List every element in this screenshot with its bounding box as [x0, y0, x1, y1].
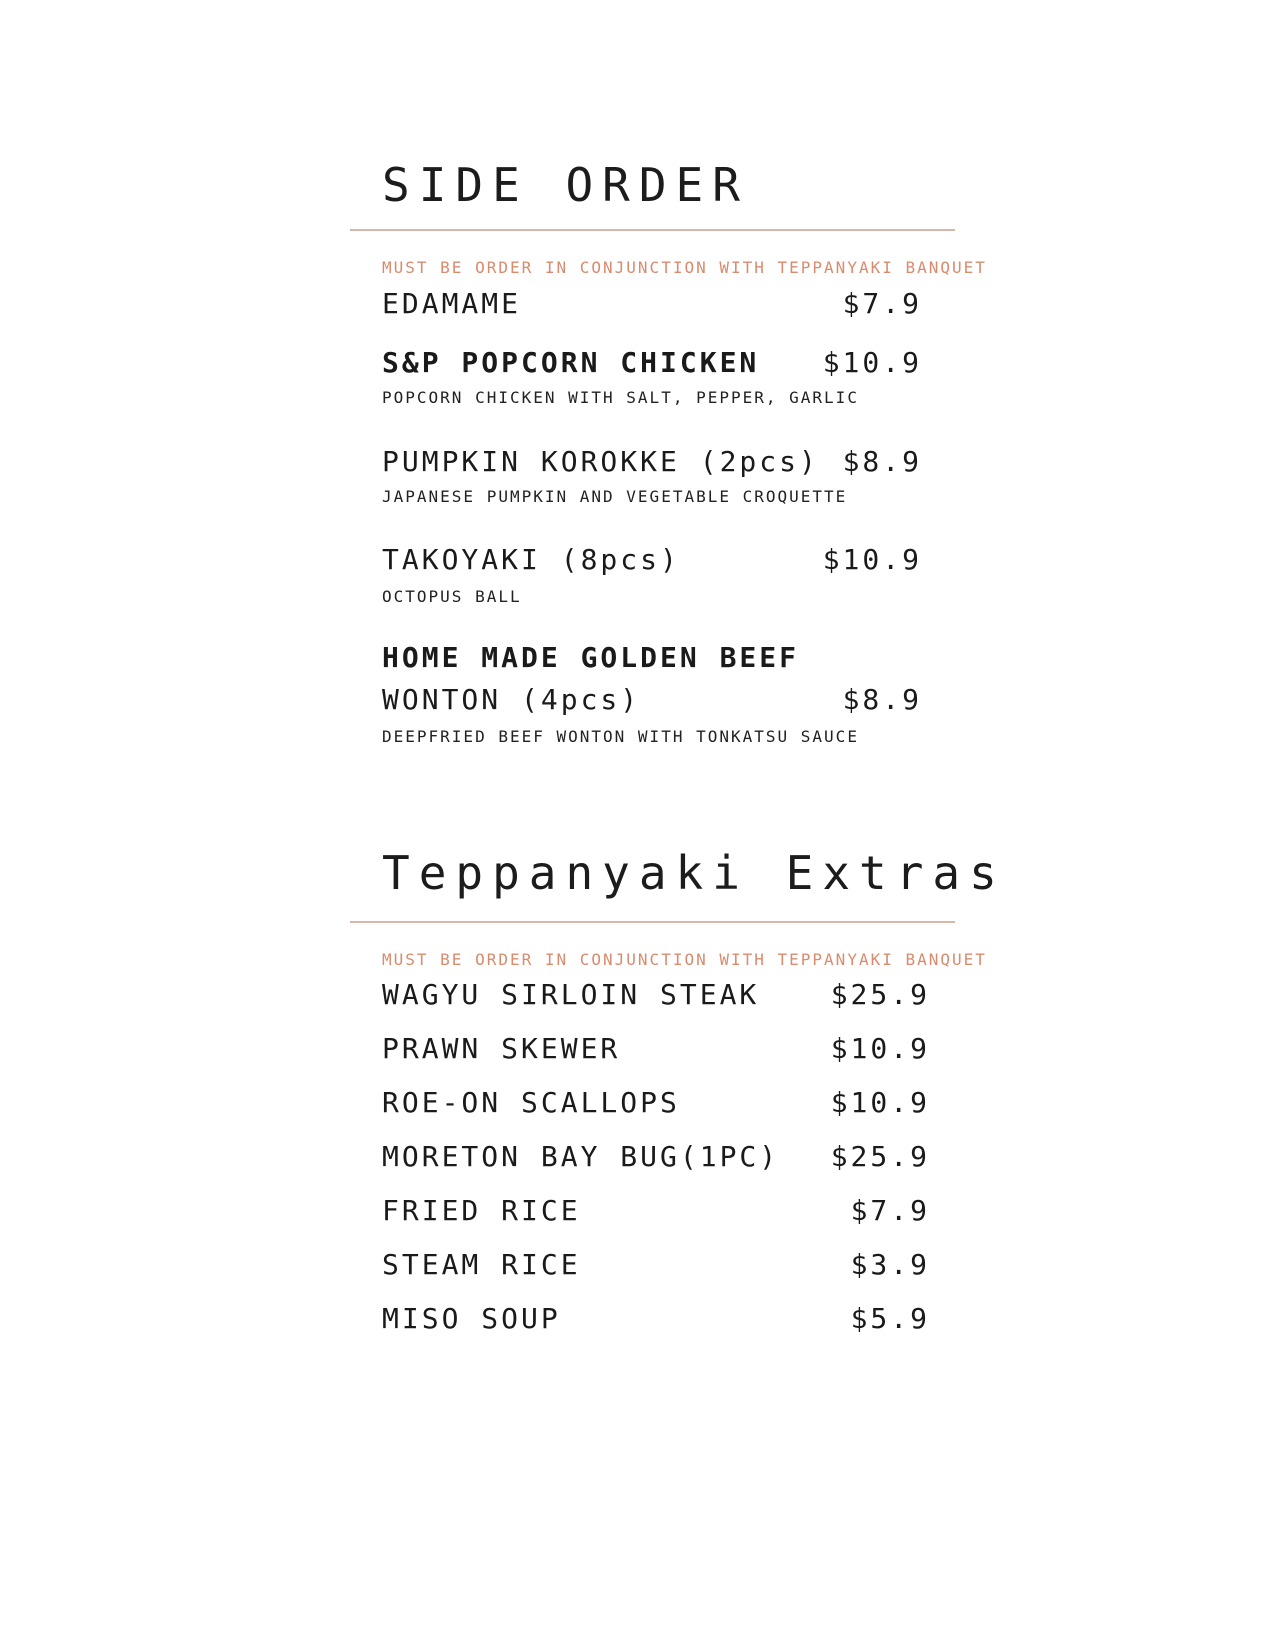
side-order-section [350, 150, 987, 746]
item-price: $25.9 [830, 978, 930, 1011]
item-description: DEEPFRIED BEEF WONTON WITH TONKATSU SAUCE [382, 727, 859, 746]
item-name: S&P POPCORN CHICKEN [382, 346, 760, 379]
item-name: MISO SOUP [382, 1302, 561, 1335]
item-name-line-2: WONTON (4pcs) [382, 683, 641, 716]
item-name: PUMPKIN KOROKKE (2pcs) [382, 445, 819, 478]
item-name: MORETON BAY BUG(1PC) [382, 1140, 780, 1173]
item-name: PRAWN SKEWER [382, 1032, 621, 1065]
item-price: $10.9 [822, 346, 922, 379]
item-name: FRIED RICE [382, 1194, 581, 1227]
item-price: $3.9 [850, 1248, 930, 1281]
side-order-note: MUST BE ORDER IN CONJUNCTION WITH TEPPANYAKI BANQUET [382, 258, 987, 277]
item-description: JAPANESE PUMPKIN AND VEGETABLE CROQUETTE [382, 487, 848, 506]
side-order-title: SIDE ORDER [382, 158, 749, 212]
item-name: TAKOYAKI (8pcs) [382, 543, 680, 576]
item-name-line-1: HOME MADE GOLDEN BEEF [382, 641, 800, 674]
extras-note: MUST BE ORDER IN CONJUNCTION WITH TEPPANYAKI BANQUET [382, 950, 987, 969]
item-description: OCTOPUS BALL [382, 587, 522, 606]
item-price: $5.9 [850, 1302, 930, 1335]
item-name: ROE-ON SCALLOPS [382, 1086, 680, 1119]
item-description: POPCORN CHICKEN WITH SALT, PEPPER, GARLIC [382, 388, 859, 407]
item-price: $8.9 [842, 445, 922, 478]
item-price: $25.9 [830, 1140, 930, 1173]
item-name: EDAMAME [382, 287, 522, 320]
item-price: $10.9 [830, 1086, 930, 1119]
item-price: $10.9 [830, 1032, 930, 1065]
item-name: WAGYU SIRLOIN STEAK [382, 978, 760, 1011]
teppanyaki-extras-section [350, 838, 1006, 1335]
side-order-divider [350, 229, 955, 231]
item-price: $7.9 [842, 287, 922, 320]
item-price: $8.9 [842, 683, 922, 716]
extras-title: Teppanyaki Extras [382, 846, 1006, 900]
item-name: STEAM RICE [382, 1248, 581, 1281]
item-price: $7.9 [850, 1194, 930, 1227]
item-price: $10.9 [822, 543, 922, 576]
extras-divider [350, 921, 955, 923]
